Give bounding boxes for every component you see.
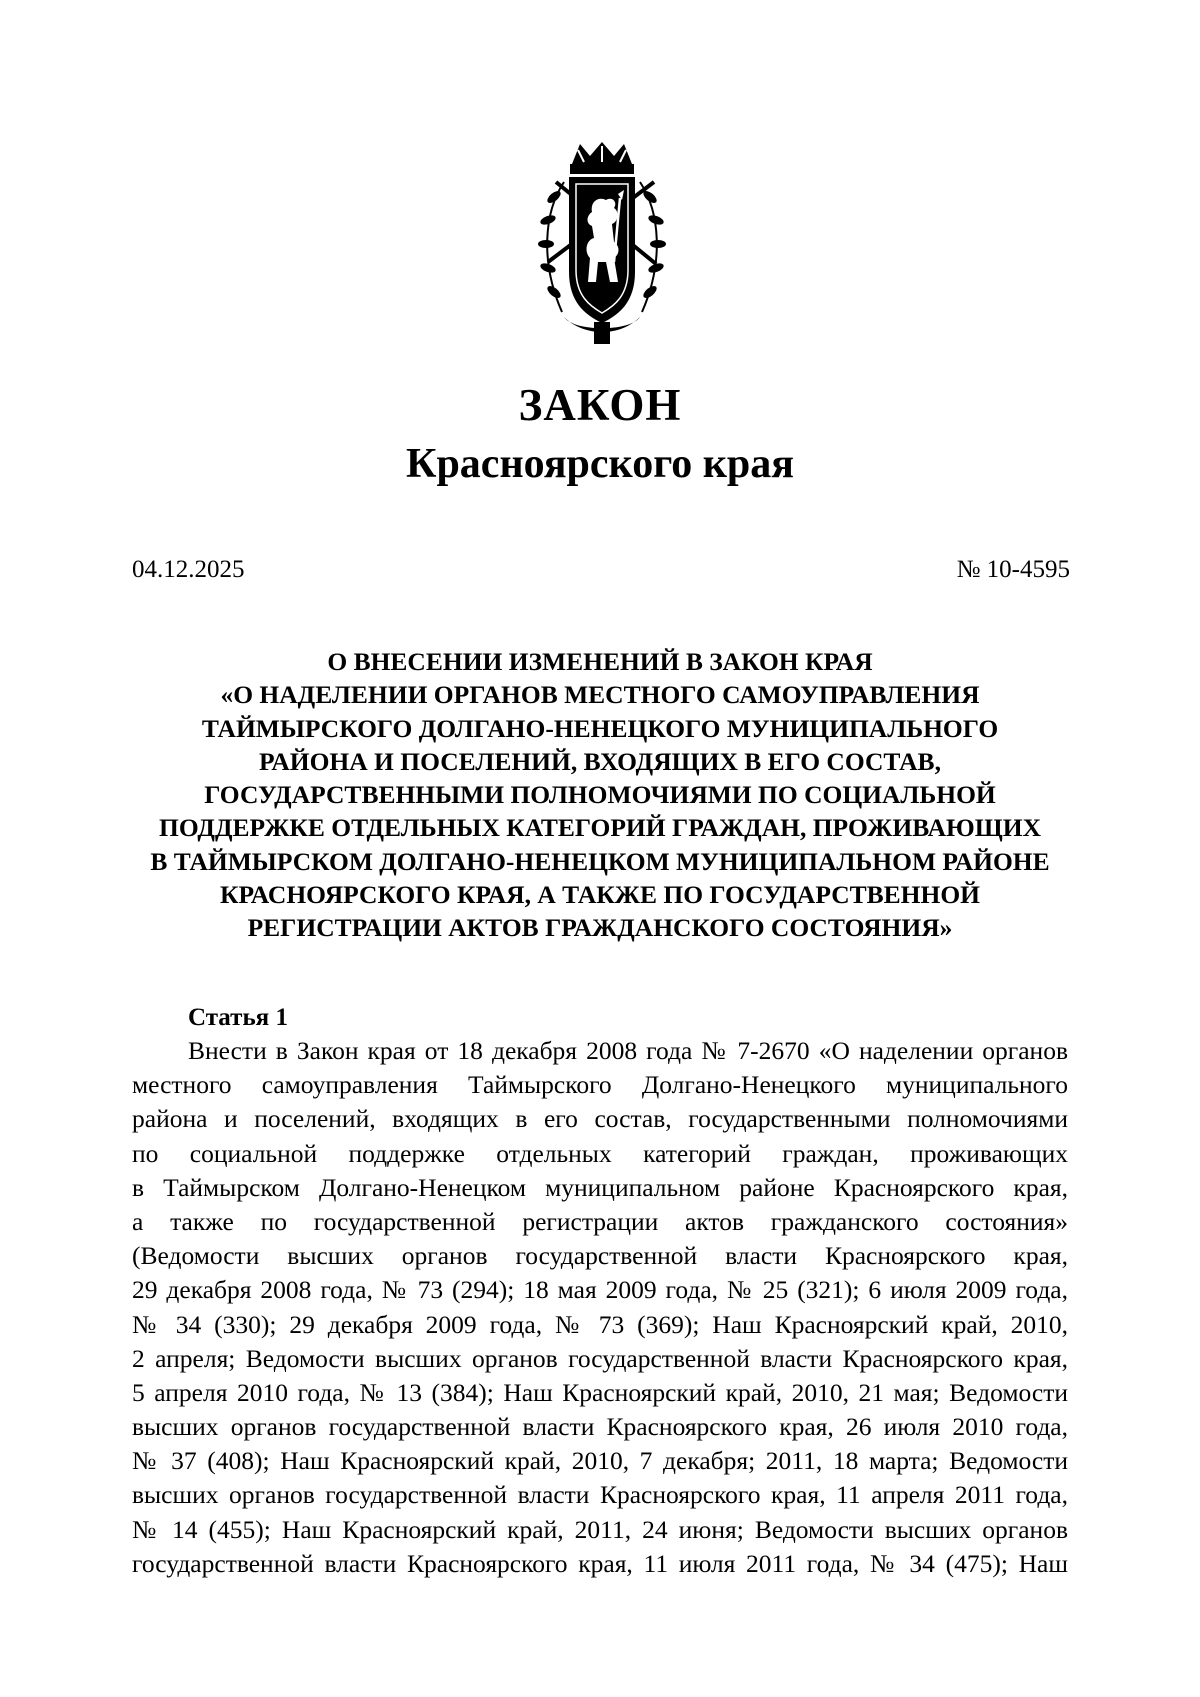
article-title: Статья 1 (188, 1004, 288, 1031)
article-text-line: местного самоуправления Таймырского Долгано-Ненецкого муниципального (132, 1070, 1068, 1100)
heading-line: ТАЙМЫРСКОГО ДОЛГАНО-НЕНЕЦКОГО МУНИЦИПАЛЬНОГО (201, 713, 999, 743)
article-text-line: 5 апреля 2010 года, № 13 (384); Наш Красноярский край, 2010, 21 мая; Ведомости (132, 1377, 1068, 1407)
article-text-line: а также по государственной регистрации актов гражданского состояния» (132, 1206, 1068, 1236)
heading-line: ПОДДЕРЖКЕ ОТДЕЛЬНЫХ КАТЕГОРИЙ ГРАЖДАН, ПРОЖИВАЮЩИХ (159, 813, 1041, 843)
article-text-line: (Ведомости высших органов государственной власти Красноярского края, (132, 1241, 1068, 1271)
article-text-line: высших органов государственной власти Красноярского края, 26 июля 2010 года, (132, 1412, 1068, 1442)
heading-line: КРАСНОЯРСКОГО КРАЯ, А ТАКЖЕ ПО ГОСУДАРСТВЕННОЙ (219, 880, 980, 910)
law-title: ЗАКОН (518, 380, 682, 430)
article-text-line: высших органов государственной власти Красноярского края, 11 апреля 2011 года, (132, 1480, 1068, 1510)
law-date: 04.12.2025 (132, 556, 245, 583)
law-number: № 10-4595 (956, 556, 1070, 583)
article-text-line: района и поселений, входящих в его состав, государственными полномочиями (132, 1104, 1068, 1134)
article-text-line: № 34 (330); 29 декабря 2009 года, № 73 (369); Наш Красноярский край, 2010, (132, 1309, 1068, 1339)
article-text-line: по социальной поддержке отдельных категорий граждан, проживающих (132, 1138, 1068, 1168)
heading-line: «О НАДЕЛЕНИИ ОРГАНОВ МЕСТНОГО САМОУПРАВЛЕНИЯ (220, 680, 980, 710)
heading-line: ГОСУДАРСТВЕННЫМИ ПОЛНОМОЧИЯМИ ПО СОЦИАЛЬНОЙ (204, 780, 996, 810)
article-text-line: государственной власти Красноярского края, 11 июля 2011 года, № 34 (475); Наш (132, 1548, 1068, 1578)
article-text-line: в Таймырском Долгано-Ненецком муниципальном районе Красноярского края, (132, 1172, 1068, 1202)
law-heading (100, 645, 1100, 945)
law-subtitle: Красноярского края (405, 441, 795, 487)
article-body (132, 1034, 1068, 1581)
heading-line: В ТАЙМЫРСКОМ ДОЛГАНО-НЕНЕЦКОМ МУНИЦИПАЛЬНОМ РАЙОНЕ (150, 846, 1050, 876)
heading-line: РАЙОНА И ПОСЕЛЕНИЙ, ВХОДЯЩИХ В ЕГО СОСТАВ, (259, 746, 941, 776)
article-text-line: 2 апреля; Ведомости высших органов государственной власти Красноярского края, (132, 1343, 1068, 1373)
article-text-line: № 14 (455); Наш Красноярский край, 2011, 24 июня; Ведомости высших органов (132, 1514, 1068, 1544)
article-text-line: Внести в Закон края от 18 декабря 2008 года № 7-2670 «О наделении органов (188, 1036, 1068, 1065)
heading-line: РЕГИСТРАЦИИ АКТОВ ГРАЖДАНСКОГО СОСТОЯНИЯ» (247, 913, 953, 943)
article-text-line: 29 декабря 2008 года, № 73 (294); 18 мая 2009 года, № 25 (321); 6 июля 2009 года, (132, 1275, 1068, 1305)
heading-line: О ВНЕСЕНИИ ИЗМЕНЕНИЙ В ЗАКОН КРАЯ (327, 647, 873, 676)
coat-of-arms-icon (534, 142, 670, 347)
article-text-line: № 37 (408); Наш Красноярский край, 2010, 7 декабря; 2011, 18 марта; Ведомости (132, 1446, 1068, 1476)
